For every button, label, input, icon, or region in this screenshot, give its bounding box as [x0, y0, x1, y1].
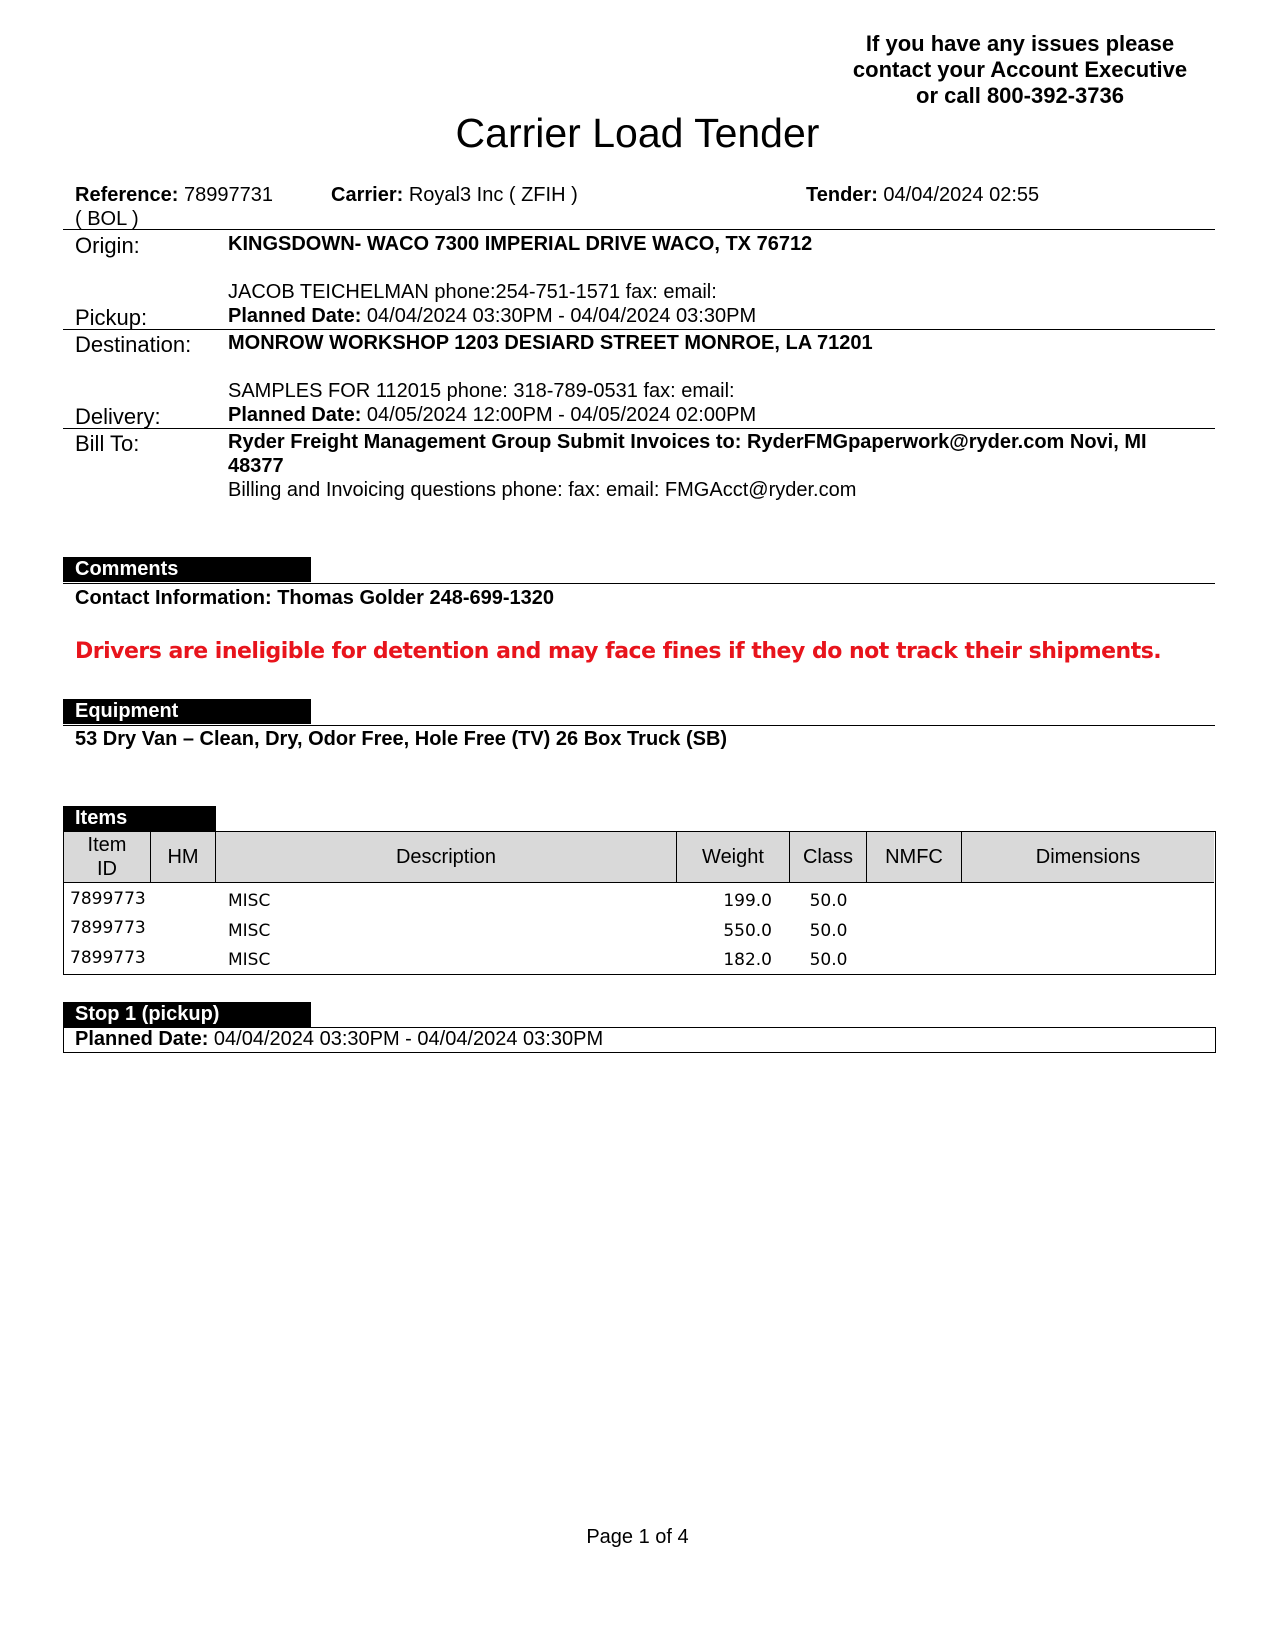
class-cell: 50.0 — [809, 921, 848, 941]
planned-date-label: Planned Date: — [228, 305, 362, 327]
column-header-class: Class — [790, 832, 867, 883]
carrier-label: Carrier: — [331, 184, 404, 206]
weight-cell: 182.0 — [723, 950, 772, 970]
carrier-value: Royal3 Inc ( ZFIH ) — [408, 184, 578, 206]
stop-1-planned-date — [63, 1027, 1216, 1053]
column-header-hm: HM — [151, 832, 216, 883]
origin-contact: JACOB TEICHELMAN phone:254-751-1571 fax: email: — [228, 281, 717, 303]
page-number: Page 1 of 4 — [586, 1526, 689, 1548]
reference-field — [75, 183, 273, 207]
divider — [63, 583, 1215, 584]
carrier-field — [331, 183, 578, 207]
equipment-description: 53 Dry Van – Clean, Dry, Odor Free, Hole Free (TV) 26 Box Truck (SB) — [75, 728, 728, 750]
delivery-planned-date — [228, 403, 756, 427]
destination-contact: SAMPLES FOR 112015 phone: 318-789-0531 fax: email: — [228, 380, 735, 402]
bill-to-line-3: Billing and Invoicing questions phone: fax: email: FMGAcct@ryder.com — [228, 479, 857, 501]
column-header-dimensions: Dimensions — [962, 832, 1214, 883]
planned-date-value: 04/04/2024 03:30PM - 04/04/2024 03:30PM — [366, 305, 757, 327]
planned-date-value: 04/05/2024 12:00PM - 04/05/2024 02:00PM — [366, 404, 757, 426]
origin-address: KINGSDOWN- WACO 7300 IMPERIAL DRIVE WACO, TX 76712 — [228, 233, 813, 255]
weight-cell: 199.0 — [723, 891, 772, 911]
stop-1-header: Stop 1 (pickup) — [63, 1002, 311, 1027]
bill-to-label: Bill To: — [75, 431, 140, 456]
description-cell: MISC — [228, 921, 271, 941]
items-header: Items — [63, 806, 216, 831]
reference-suffix: ( BOL ) — [75, 208, 139, 230]
destination-address: MONROW WORKSHOP 1203 DESIARD STREET MONROE, LA 71201 — [228, 332, 873, 354]
notice-line-1: If you have any issues please — [865, 31, 1175, 56]
weight-cell: 550.0 — [723, 921, 772, 941]
equipment-header: Equipment — [63, 699, 311, 724]
delivery-label: Delivery: — [75, 404, 161, 429]
pickup-planned-date — [228, 304, 756, 328]
notice-line-2: contact your Account Executive — [852, 57, 1188, 82]
description-cell: MISC — [228, 950, 271, 970]
planned-date-label: Planned Date: — [228, 404, 362, 426]
planned-date-label: Planned Date: — [75, 1028, 209, 1050]
origin-label: Origin: — [75, 233, 140, 258]
comments-header: Comments — [63, 557, 311, 582]
divider — [63, 229, 1215, 230]
bill-to-line-1: Ryder Freight Management Group Submit Invoices to: RyderFMGpaperwork@ryder.com Novi, MI — [228, 431, 1147, 453]
tender-label: Tender: — [806, 184, 878, 206]
item-id-cell: 7899773 — [70, 918, 146, 938]
document-title: Carrier Load Tender — [455, 110, 820, 156]
planned-date-value: 04/04/2024 03:30PM - 04/04/2024 03:30PM — [213, 1028, 604, 1050]
column-header-item-id — [64, 832, 151, 883]
detention-warning: Drivers are ineligible for detention and may face fines if they do not track their shipments. — [75, 639, 1162, 664]
notice-line-3: or call 800-392-3736 — [916, 83, 1124, 108]
item-id-header-line-1: Item — [87, 834, 127, 856]
item-id-cell: 7899773 — [70, 948, 146, 968]
column-header-description: Description — [216, 832, 677, 883]
column-header-weight: Weight — [677, 832, 790, 883]
pickup-label: Pickup: — [75, 305, 148, 330]
items-table — [63, 831, 1216, 975]
class-cell: 50.0 — [809, 950, 848, 970]
divider — [63, 725, 1215, 726]
tender-field — [806, 183, 1039, 207]
column-header-nmfc: NMFC — [867, 832, 962, 883]
item-id-header-line-2: ID — [97, 858, 117, 880]
class-cell: 50.0 — [809, 891, 848, 911]
item-id-cell: 7899773 — [70, 889, 146, 909]
tender-value: 04/04/2024 02:55 — [883, 184, 1040, 206]
reference-label: Reference: — [75, 184, 179, 206]
contact-information: Contact Information: Thomas Golder 248-699-1320 — [75, 587, 555, 609]
divider — [63, 329, 1215, 330]
account-executive-notice — [820, 31, 1220, 109]
description-cell: MISC — [228, 891, 271, 911]
bill-to-line-2: 48377 — [228, 455, 284, 477]
divider — [63, 428, 1215, 429]
reference-value: 78997731 — [183, 184, 273, 206]
destination-label: Destination: — [75, 332, 192, 357]
